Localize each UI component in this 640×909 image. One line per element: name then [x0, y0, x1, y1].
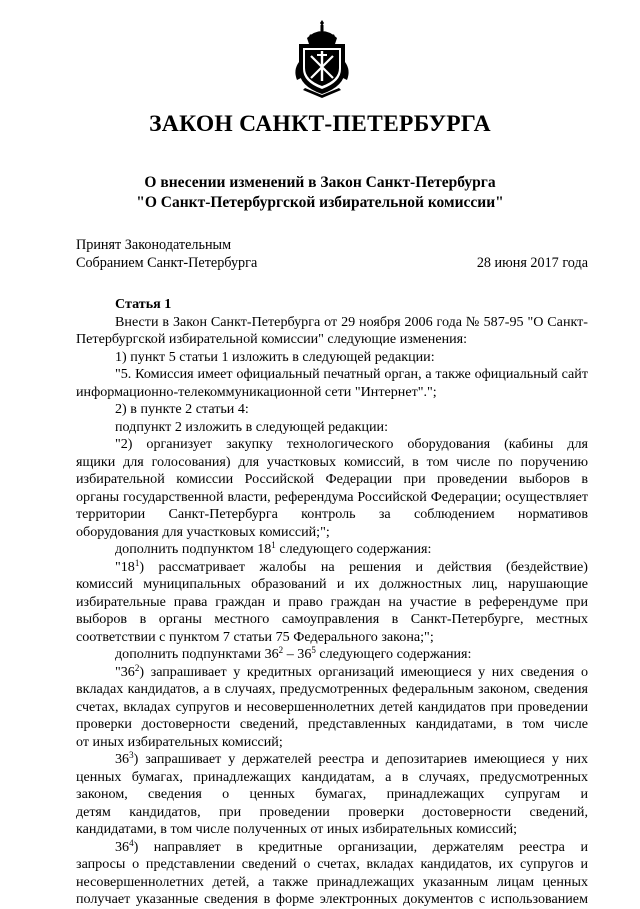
text-run: кандидатами, в том числе полученных от иных избирательных комиссий;: [76, 821, 518, 837]
superscript: 4: [129, 838, 134, 848]
text-run: ящики для голосования) для участковых комиссий, в том числе по поручению: [76, 453, 588, 470]
text-run: 2) в пункте 2 статьи 4:: [115, 401, 249, 417]
text-run: ) запрашивает у держателей реестра и депозитариев имеющиеся у них: [133, 751, 588, 767]
text-run: следующего содержания:: [315, 646, 472, 662]
text-line: [76, 699, 588, 717]
text-run: счетах, вкладах супругов и несовершеннолетних детей кандидатов при проведении: [76, 698, 588, 715]
text-run: "5. Комиссия имеет официальный печатный орган, а также официальный сайт: [115, 366, 588, 382]
text-run: дополнить подпунктом 18: [115, 541, 272, 557]
text-run: дополнить подпунктами 36: [115, 646, 279, 662]
text-run: комиссий муниципальных образований и их должностных лиц, нарушающие: [76, 576, 588, 592]
text-run: избирательной комиссии Российской Федерации при проведении выборов в: [76, 471, 588, 487]
law-subtitle: [0, 173, 640, 213]
text-run: ценных бумагах, принадлежащих кандидатам, а в случаях, предусмотренных: [76, 768, 588, 785]
text-run: получает указанные сведения в форме электронных документов с использованием: [76, 891, 588, 907]
text-line: [76, 769, 588, 787]
subtitle-line: "О Санкт-Петербургской избирательной комиссии": [136, 194, 504, 211]
saint-petersburg-coat-of-arms-emblem: [293, 18, 351, 100]
text-run: "36: [115, 663, 135, 680]
article-heading: Статья 1: [115, 296, 172, 312]
text-run: от иных избирательных комиссий;: [76, 733, 283, 750]
text-run: информационно-телекоммуникационной сети "Интернет".";: [76, 383, 437, 400]
text-line: [76, 331, 588, 349]
text-line: [76, 559, 588, 577]
law-title: ЗАКОН САНКТ-ПЕТЕРБУРГА: [149, 111, 491, 137]
text-run: территории Санкт-Петербурга контроль за соблюдением нормативов: [76, 506, 588, 522]
article-body: [76, 296, 588, 909]
text-run: ) рассматривает жалобы на решения и действия (бездействие): [139, 558, 588, 575]
superscript: 2: [278, 645, 284, 655]
text-line: [76, 839, 588, 857]
text-line: [76, 471, 588, 489]
superscript: 5: [311, 645, 316, 655]
text-line: [76, 506, 588, 524]
text-run: подпункт 2 изложить в следующей редакции:: [115, 418, 389, 435]
adoption-date: 28 июня 2017 года: [476, 255, 588, 271]
text-run: соответствии с пунктом 7 статьи 75 Федерального закона;";: [76, 628, 434, 645]
text-run: запросы о представлении сведений о счетах, вкладах кандидатов, их супругов и: [76, 856, 588, 872]
text-line: [76, 681, 588, 699]
superscript: 1: [271, 540, 276, 550]
text-line: [76, 366, 588, 384]
text-run: органы государственной власти, референдума Российской Федерации; осуществляет: [76, 488, 588, 505]
text-line: [76, 541, 588, 559]
text-line: [76, 524, 588, 542]
text-run: 36: [115, 751, 130, 767]
text-run: "2) организует закупку технологического оборудования (кабины для: [115, 436, 588, 452]
text-line: [76, 716, 588, 734]
text-run: "18: [115, 558, 135, 575]
subtitle-line: О внесении изменений в Закон Санкт-Петербурга: [144, 174, 496, 191]
text-run: 36: [115, 838, 130, 855]
text-run: законом, сведения о ценных бумагах, принадлежащих супругам и: [76, 786, 588, 802]
text-run: Петербургской избирательной комиссии" следующие изменения:: [76, 331, 468, 347]
text-line: [76, 314, 588, 332]
text-line: [76, 436, 588, 454]
text-line: [76, 804, 588, 822]
text-line: [76, 891, 588, 909]
adopted-by-line: Собранием Санкт-Петербурга: [76, 255, 258, 271]
text-line: [76, 874, 588, 892]
text-line: [76, 384, 588, 402]
text-line: [76, 664, 588, 682]
text-line: [76, 786, 588, 804]
text-run: оборудования для участковых комиссий;";: [76, 523, 330, 540]
superscript: 2: [134, 663, 140, 673]
text-run: несовершеннолетних детей, а также принадлежащих указанным лицам ценных: [76, 873, 588, 890]
text-run: следующего содержания:: [275, 541, 432, 557]
text-run: проверки достоверности сведений, представленных кандидатами, в том числе: [76, 716, 588, 732]
text-line: [76, 646, 588, 664]
adopted-by-line: Принят Законодательным: [76, 237, 232, 253]
text-line: [76, 751, 588, 769]
text-line: [76, 611, 588, 629]
text-line: [76, 401, 588, 419]
text-line: [76, 576, 588, 594]
text-run: ) запрашивает у кредитных организаций имеющиеся у них сведения о: [139, 663, 588, 680]
text-line: [76, 454, 588, 472]
text-run: выборов в органы местного самоуправления в Санкт-Петербурге, местных: [76, 611, 588, 627]
text-run: вкладах кандидатов, а в случаях, предусмотренных федеральным законом, сведения: [76, 681, 588, 697]
text-run: Внести в Закон Санкт-Петербурга от 29 ноября 2006 года № 587-95 "О Санкт-: [115, 313, 588, 330]
superscript: 3: [129, 751, 134, 760]
text-line: [76, 349, 588, 367]
text-run: 1) пункт 5 статьи 1 изложить в следующей редакции:: [115, 348, 435, 365]
superscript: 1: [134, 558, 140, 568]
article-lines: [76, 314, 588, 909]
text-run: ) направляет в кредитные организации, держателям реестра и: [133, 838, 588, 855]
text-run: избирательные права граждан и право граждан на участие в референдуме при: [76, 593, 588, 610]
text-line: [76, 856, 588, 874]
text-line: [76, 734, 588, 752]
text-line: [76, 594, 588, 612]
text-run: детям кандидатов, при проведении проверки достоверности сведений,: [76, 803, 588, 820]
text-line: [76, 489, 588, 507]
text-run: – 36: [283, 646, 312, 662]
text-line: [76, 419, 588, 437]
text-line: [76, 629, 588, 647]
text-line: [76, 821, 588, 839]
